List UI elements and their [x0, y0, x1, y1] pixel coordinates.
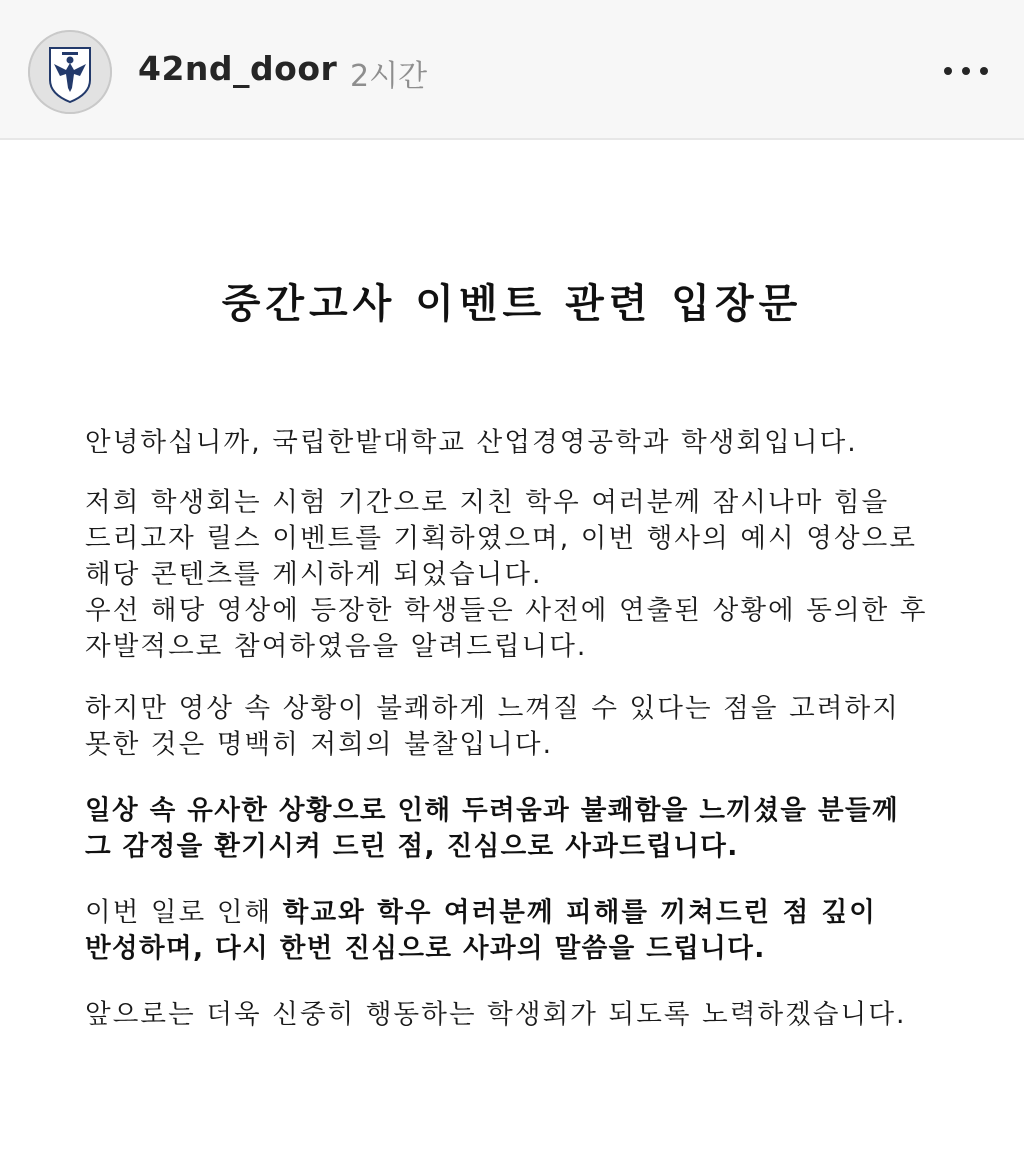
paragraph-3-line-1: 일상 속 유사한 상황으로 인해 두려움과 불쾌함을 느끼셨을 분들께 [85, 795, 899, 826]
paragraph-2-line-2: 못한 것은 명백히 저희의 불찰입니다. [85, 729, 554, 760]
paragraph-4-line-2: 반성하며, 다시 한번 진심으로 사과의 말씀을 드립니다. [85, 933, 766, 964]
greeting-line: 안녕하십니까, 국립한밭대학교 산업경영공학과 학생회입니다. [85, 427, 858, 458]
paragraph-3-line-2: 그 감정을 환기시켜 드린 점, 진심으로 사과드립니다. [85, 831, 739, 862]
post-image[interactable] [0, 140, 1024, 1156]
eagle-emblem-icon [28, 30, 112, 114]
paragraph-4-bold-text: 학교와 학우 여러분께 피해를 끼쳐드린 점 깊이 [282, 897, 878, 928]
more-options-icon-dot [962, 67, 970, 75]
paragraph-2-line-1: 하지만 영상 속 상황이 불쾌하게 느껴질 수 있다는 점을 고려하지 [85, 693, 900, 724]
more-options-button[interactable] [928, 46, 1004, 96]
avatar[interactable] [28, 30, 112, 114]
post-header [0, 0, 1024, 140]
paragraph-4-plain-text: 이번 일로 인해 [85, 897, 283, 928]
paragraph-1-line-4: 우선 해당 영상에 등장한 학생들은 사전에 연출된 상황에 동의한 후 [85, 595, 928, 626]
paragraph-1-line-2: 드리고자 릴스 이벤트를 기획하였으며, 이번 행사의 예시 영상으로 [85, 523, 918, 554]
post-timestamp: 2시간 [350, 59, 428, 94]
paragraph-1-line-5: 자발적으로 참여하였음을 알려드립니다. [85, 631, 588, 662]
paragraph-1-line-1: 저희 학생회는 시험 기간으로 지친 학우 여러분께 잠시나마 힘을 [85, 487, 890, 518]
paragraph-4-line-1 [85, 890, 877, 929]
closing-line: 앞으로는 더욱 신중히 행동하는 학생회가 되도록 노력하겠습니다. [85, 999, 907, 1030]
paragraph-1-line-3: 해당 콘텐츠를 게시하게 되었습니다. [85, 559, 543, 590]
more-options-icon [944, 67, 952, 75]
statement-title: 중간고사 이벤트 관련 입장문 [221, 281, 803, 327]
username[interactable]: 42nd_door [138, 49, 338, 88]
more-options-icon-dot [980, 67, 988, 75]
